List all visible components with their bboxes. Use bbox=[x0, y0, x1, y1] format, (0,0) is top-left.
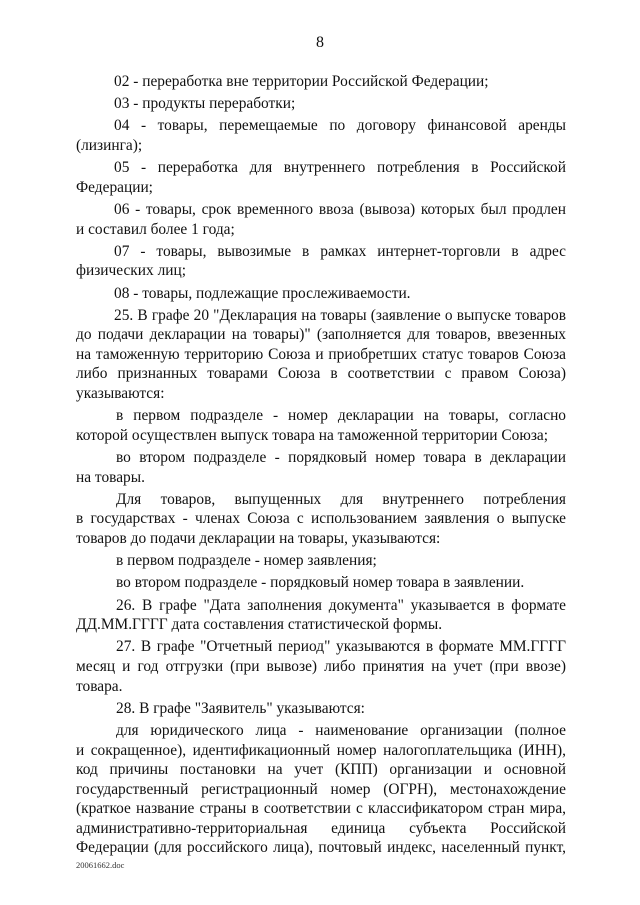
text-line: для юридического лица - наименование организации (полное bbox=[116, 721, 566, 739]
text-line: и составил более 1 года; bbox=[76, 220, 235, 238]
text-line: 07 - товары, вывозимые в рамках интернет-торговли в адрес bbox=[114, 242, 566, 260]
page-number: 8 bbox=[316, 34, 324, 51]
file-name-footer: 20061662.doc bbox=[76, 860, 125, 870]
text-line: административно-территориальная единица субъекта Российской bbox=[76, 819, 566, 837]
text-line: 26. В графе "Дата заполнения документа" указывается в формате bbox=[116, 596, 566, 614]
text-line: в государствах - членах Союза с использованием заявления о выпуске bbox=[76, 510, 566, 528]
text-line: указываются: bbox=[76, 385, 165, 403]
text-line: 08 - товары, подлежащие прослеживаемости. bbox=[114, 284, 411, 302]
text-line: Федерации; bbox=[76, 178, 153, 196]
text-line: ДД.ММ.ГГГГ дата составления статистической формы. bbox=[76, 616, 443, 634]
text-line: государственный регистрационный номер (ОГРН), местонахождение bbox=[76, 780, 566, 798]
text-line: товаров до подачи декларации на товары, указываются: bbox=[76, 530, 441, 547]
text-line: 25. В графе 20 "Декларация на товары (заявление о выпуске товаров bbox=[114, 306, 566, 324]
text-line: которой осуществлен выпуск товара на таможенной территории Союза; bbox=[76, 426, 549, 444]
text-line: 05 - переработка для внутреннего потребления в Российской bbox=[114, 159, 566, 177]
text-line: 27. В графе "Отчетный период" указываются в формате ММ.ГГГГ bbox=[116, 638, 566, 656]
text-line: 28. В графе "Заявитель" указываются: bbox=[116, 699, 365, 717]
text-line: либо признанных товарами Союза в соответствии с правом Союза) bbox=[76, 365, 566, 383]
text-line: 03 - продукты переработки; bbox=[114, 95, 296, 113]
text-line: товара. bbox=[76, 677, 123, 695]
text-line: 04 - товары, перемещаемые по договору финансовой аренды bbox=[114, 117, 566, 135]
text-line: Для товаров, выпущенных для внутреннего потребления bbox=[116, 490, 566, 508]
text-line: во втором подразделе - порядковый номер товара в заявлении. bbox=[116, 574, 525, 592]
document-body bbox=[76, 72, 566, 858]
text-line: на товары. bbox=[76, 468, 145, 486]
text-line: 06 - товары, срок временного ввоза (вывоза) которых был продлен bbox=[114, 200, 566, 218]
text-line: в первом подразделе - номер декларации на товары, согласно bbox=[116, 407, 566, 425]
text-line: физических лиц; bbox=[76, 262, 186, 280]
text-line: код причины постановки на учет (КПП) организации и основной bbox=[76, 761, 566, 779]
text-line: на таможенную территорию Союза и приобретших статус товаров Союза bbox=[76, 345, 566, 363]
text-line: до подачи декларации на товары)" (заполняется для товаров, ввезенных bbox=[76, 326, 566, 344]
text-line: и сокращенное), идентификационный номер налогоплательщика (ИНН), bbox=[76, 741, 566, 759]
text-line: месяц и год отгрузки (при вывозе) либо принятия на учет (при ввозе) bbox=[76, 657, 566, 675]
text-line: в первом подразделе - номер заявления; bbox=[116, 552, 377, 570]
text-line: (лизинга); bbox=[76, 136, 143, 154]
text-line: 02 - переработка вне территории Российской Федерации; bbox=[114, 73, 489, 90]
text-line: во втором подразделе - порядковый номер товара в декларации bbox=[116, 449, 566, 467]
text-line: (краткое название страны в соответствии с классификатором стран мира, bbox=[76, 800, 566, 818]
text-line: Федерации (для российского лица), почтовый индекс, населенный пункт, bbox=[76, 839, 566, 857]
